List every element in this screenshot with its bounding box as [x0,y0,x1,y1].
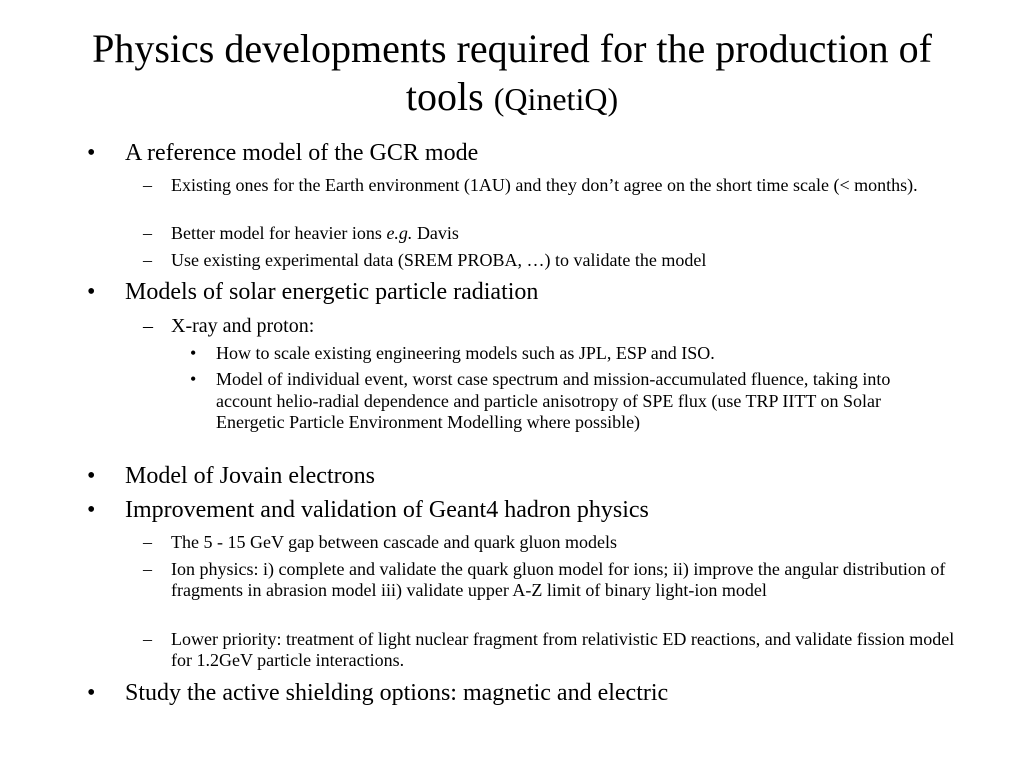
bullet-marker: • [87,279,96,305]
text-italic: e.g. [386,223,413,243]
bullet-item-gcr-model [87,139,985,167]
sub-bullet-text: X-ray and proton: [171,315,315,337]
bullet-text: A reference model of the GCR mode [125,140,479,166]
bullet-marker: • [87,140,96,166]
bullet-marker: • [87,680,96,706]
sub-bullet-text: Ion physics: i) complete and validate the quark gluon model for ions; ii) improve the angular distribution of fragments in abrasion model iii) validate upper A-Z limit of binary light-ion model [171,559,946,600]
text-before: Better model for heavier ions [171,223,387,243]
dash-marker: – [143,175,152,195]
bullet-item-geant4-hadron [87,496,985,524]
bullet-item-jovian-electrons [87,462,985,490]
sub-bullet-item-existing-models [143,175,961,196]
sub-sub-bullet-item-scale-models [190,343,946,365]
bullet-item-active-shielding [87,679,985,707]
text-after: Davis [412,223,459,243]
bullet-text: Improvement and validation of Geant4 hadron physics [125,497,649,523]
sub-sub-bullet-item-individual-event [190,369,946,434]
bullet-marker: • [87,497,96,523]
sub-bullet-item-experimental-data [143,250,961,271]
title-org-text: (QinetiQ) [493,81,619,117]
sub-bullet-item-heavier-ions [143,223,961,244]
dash-marker: – [143,532,152,552]
bullet-text: Model of Jovain electrons [125,463,375,489]
sub-bullet-text: The 5 - 15 GeV gap between cascade and quark gluon models [171,532,618,552]
sub-sub-bullet-text: How to scale existing engineering models such as JPL, ESP and ISO. [216,343,715,363]
sub-bullet-text: Use existing experimental data (SREM PROBA, …) to validate the model [171,250,707,270]
bullet-text: Models of solar energetic particle radiation [125,279,539,305]
sub-bullet-text: Existing ones for the Earth environment (1AU) and they don’t agree on the short time scale (< months). [171,175,918,195]
bullet-marker: • [87,463,96,489]
title-main-text: Physics developments required for the production of tools [92,26,932,119]
dash-marker: – [143,315,153,337]
sub-sub-bullet-text: Model of individual event, worst case spectrum and mission-accumulated fluence, taking into account helio-radial dependence and particle anisotropy of SPE flux (use TRP IITT on Solar Energetic Particle Environment Modelling where possible) [216,369,891,432]
bullet-marker: • [190,369,197,389]
sub-bullet-item-xray-proton [143,314,961,338]
bullet-text: Study the active shielding options: magnetic and electric [125,680,669,706]
sub-bullet-text [171,223,961,244]
dash-marker: – [143,629,152,649]
sub-bullet-item-gev-gap [143,532,961,553]
dash-marker: – [143,250,152,270]
sub-bullet-text: Lower priority: treatment of light nuclear fragment from relativistic ED reactions, and validate fission model for 1.2GeV particle interactions. [171,629,955,670]
dash-marker: – [143,559,152,579]
bullet-item-solar-particle-radiation [87,278,985,306]
dash-marker: – [143,223,152,243]
bullet-marker: • [190,343,197,363]
sub-bullet-item-ion-physics [143,559,961,601]
sub-bullet-item-lower-priority [143,629,961,671]
